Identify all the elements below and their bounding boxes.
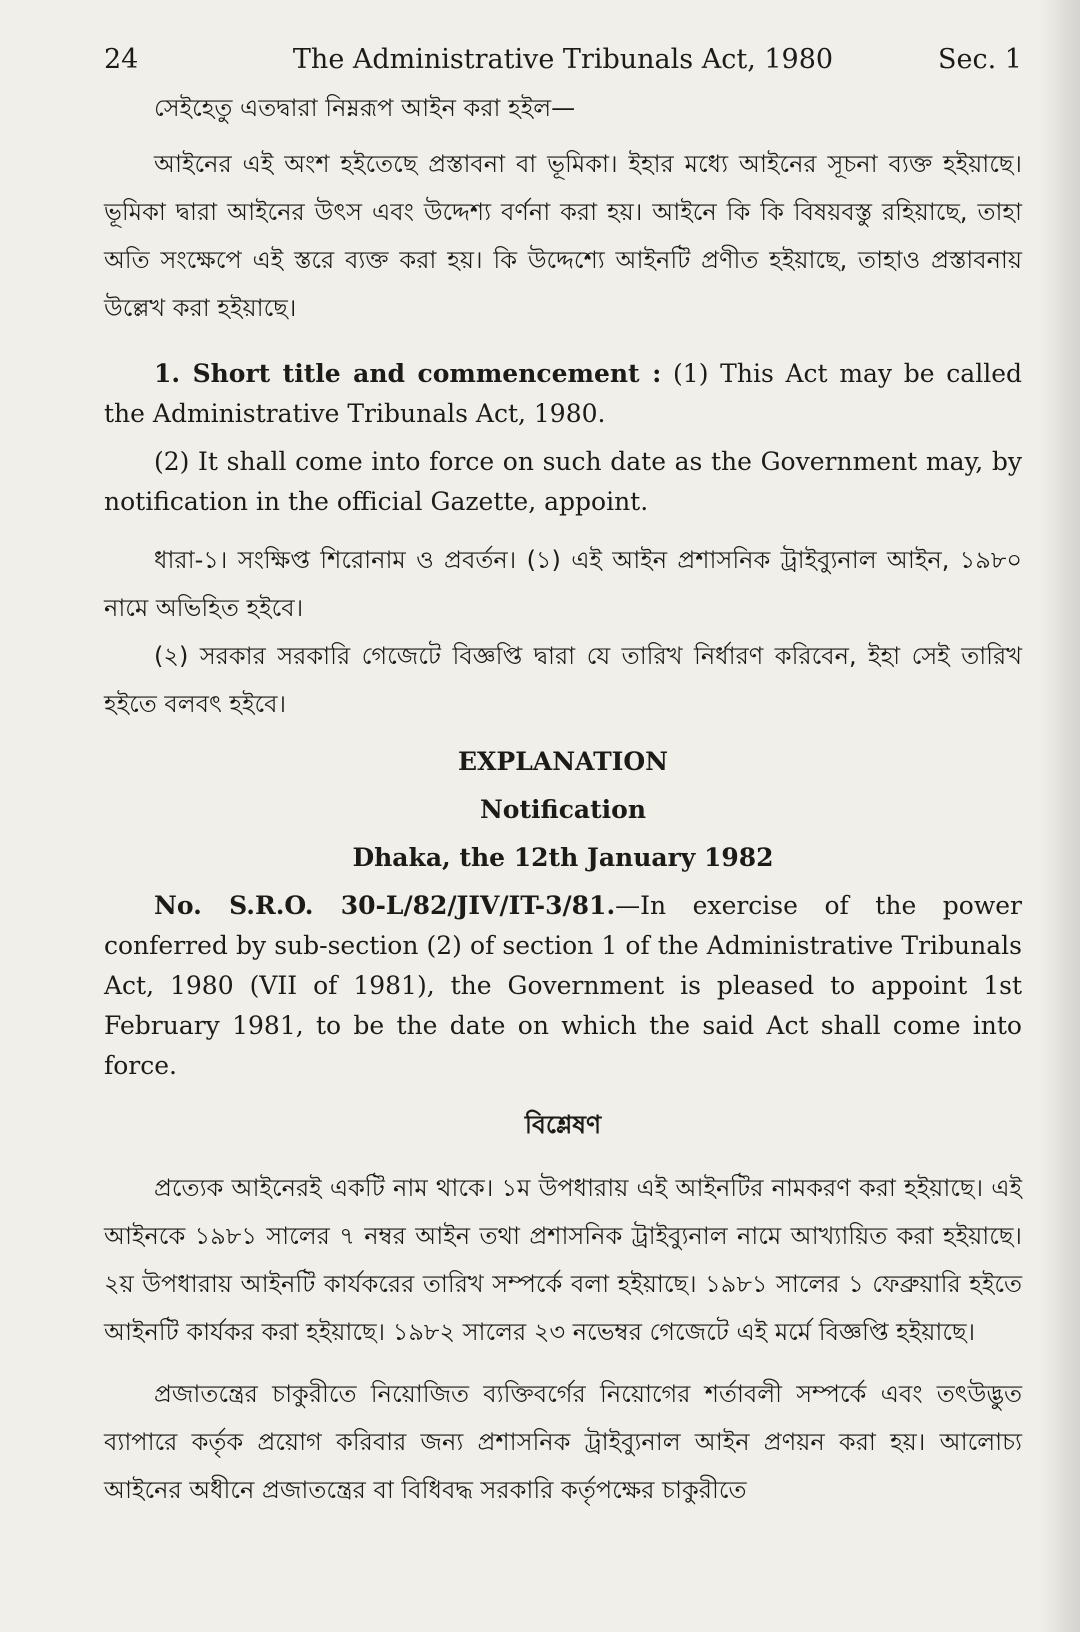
notification-number: No. S.R.O. 30-L/82/JIV/IT-3/81.: [154, 891, 616, 920]
analysis-paragraph-2: প্রজাতন্ত্রের চাকুরীতে নিয়োজিত ব্যক্তিবর্গের নিয়োগের শর্তাবলী সম্পর্কে এবং তৎউদ্ভুত ব্যাপারে কর্তৃক প্রয়োগ করিবার জন্য প্রশাসনিক ট্রাইব্যুনাল আইন প্রণয়ন করা হয়। আলোচ্য আইনের অধীনে প্রজাতন্ত্রের বা বিধিবদ্ধ সরকারি কর্তৃপক্ষের চাকুরীতে: [104, 1380, 1022, 1504]
running-title: The Administrative Tribunals Act, 1980: [292, 44, 834, 75]
section-1-subsection-2: (2) It shall come into force on such date as the Government may, by notification in the official Gazette, appoint.: [104, 447, 1022, 516]
section-1-subsection-2-bn: (২) সরকার সরকারি গেজেটে বিজ্ঞপ্তি দ্বারা যে তারিখ নির্ধারণ করিবেন, ইহা সেই তারিখ হইতে বলবৎ হইবে।: [104, 642, 1022, 718]
analysis-heading: বিশ্লেষণ: [524, 1110, 602, 1139]
preamble-note-bn: আইনের এই অংশ হইতেছে প্রস্তাবনা বা ভূমিকা। ইহার মধ্যে আইনের সূচনা ব্যক্ত হইয়াছে। ভূমিকা দ্বারা আইনের উৎস এবং উদ্দেশ্য বর্ণনা করা হয়। আইনে কি কি বিষয়বস্তু রহিয়াছে, তাহা অতি সংক্ষেপে এই স্তরে ব্যক্ত করা হয়। কি উদ্দেশ্যে আইনটি প্রণীত হইয়াছে, তাহাও প্রস্তাবনায় উল্লেখ করা হইয়াছে।: [104, 150, 1022, 322]
section-1-subsection-1-bn: ধারা-১। সংক্ষিপ্ত শিরোনাম ও প্রবর্তন। (১) এই আইন প্রশাসনিক ট্রাইব্যুনাল আইন, ১৯৮০ নামে অভিহিত হইবে।: [104, 546, 1022, 622]
section-1-sub-1-text: (1) This Act may be called the Administrative Tribunals Act, 1980.: [104, 359, 1022, 428]
enacting-formula: সেইহেতু এতদ্বারা নিম্নরূপ আইন করা হইল—: [154, 94, 576, 122]
page-content: [104, 38, 1022, 1514]
page-edge-shadow: [1040, 0, 1080, 1632]
notification-paragraph: [104, 886, 1022, 1086]
running-header: [104, 38, 1022, 82]
section-reference: Sec. 1: [938, 44, 1022, 75]
explanation-heading: EXPLANATION: [457, 747, 669, 776]
analysis-paragraph-1: প্রত্যেক আইনেরই একটি নাম থাকে। ১ম উপধারায় এই আইনটির নামকরণ করা হইয়াছে। এই আইনকে ১৯৮১ সালের ৭ নম্বর আইন তথা প্রশাসনিক ট্রাইব্যুনাল নামে আখ্যায়িত করা হইয়াছে। ২য় উপধারায় আইনটি কার্যকরের তারিখ সম্পর্কে বলা হইয়াছে। ১৯৮১ সালের ১ ফেব্রুয়ারি হইতে আইনটি কার্যকর করা হইয়াছে। ১৯৮২ সালের ২৩ নভেম্বর গেজেটে এই মর্মে বিজ্ঞপ্তি হইয়াছে।: [104, 1174, 1022, 1346]
section-1-heading: 1. Short title and commencement :: [154, 359, 662, 388]
notification-text: —In exercise of the power conferred by sub-section (2) of section 1 of the Administrative Tribunals Act, 1980 (VII of 1981), the Government is pleased to appoint 1st February 1981, to be the date on which the said Act shall come into force.: [104, 891, 1022, 1080]
notification-dateline: Dhaka, the 12th January 1982: [352, 843, 774, 872]
page-number: 24: [104, 44, 139, 75]
section-1-subsection-1: [104, 354, 1022, 434]
notification-heading: Notification: [479, 795, 647, 824]
